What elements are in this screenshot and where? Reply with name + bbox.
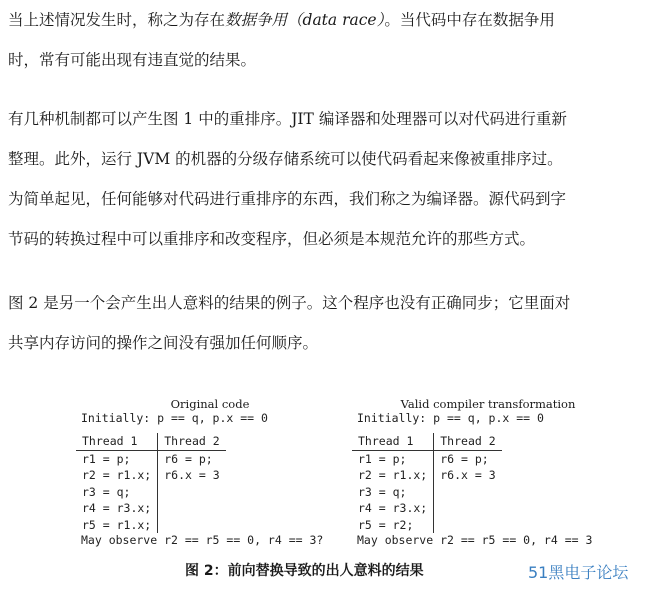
table-header: Thread 2 bbox=[158, 433, 226, 450]
table-header: Thread 1 bbox=[76, 433, 158, 450]
text-line: 共享内存访问的操作之间没有强加任何顺序。 bbox=[8, 334, 319, 352]
table-row: r1 = p; r6 = p; bbox=[352, 450, 502, 467]
table-row: r1 = p; r6 = p; bbox=[76, 450, 226, 467]
italic-term: 数据争用（data race） bbox=[225, 11, 385, 29]
table-row: r5 = r1.x; bbox=[76, 517, 226, 534]
figure-left-observe: May observe r2 == r5 == 0, r4 == 3? bbox=[81, 533, 324, 547]
figure-right-title: Valid compiler transformation bbox=[400, 397, 576, 411]
table-row: r3 = q; bbox=[352, 484, 502, 501]
text-line: 时，常有可能出现有违直觉的结果。 bbox=[8, 51, 257, 69]
text-line: 为简单起见，任何能够对代码进行重排序的东西，我们称之为编译器。源代码到字 bbox=[8, 190, 567, 208]
table-row: r4 = r3.x; bbox=[76, 500, 226, 517]
figure-caption: 图 2：前向替换导致的出人意料的结果 bbox=[185, 563, 424, 579]
figure-left-initially: Initially: p == q, p.x == 0 bbox=[81, 411, 268, 425]
paragraph-1 bbox=[8, 0, 660, 80]
figure-right-observe: May observe r2 == r5 == 0, r4 == 3 bbox=[357, 533, 593, 547]
table-row: r5 = r2; bbox=[352, 517, 502, 534]
figure-right-initially: Initially: p == q, p.x == 0 bbox=[357, 411, 544, 425]
text-line: 图 2 是另一个会产生出人意料的结果的例子。这个程序也没有正确同步；它里面对 bbox=[8, 294, 571, 312]
watermark: 51黑电子论坛 bbox=[528, 563, 629, 582]
table-row: r4 = r3.x; bbox=[352, 500, 502, 517]
table-row: r2 = r1.x; r6.x = 3 bbox=[76, 467, 226, 484]
figure-right-table bbox=[352, 433, 502, 533]
table-header: Thread 1 bbox=[352, 433, 434, 450]
table-row: r2 = r1.x; r6.x = 3 bbox=[352, 467, 502, 484]
text-line: 有几种机制都可以产生图 1 中的重排序。JIT 编译器和处理器可以对代码进行重新 bbox=[8, 110, 567, 128]
table-row: r3 = q; bbox=[76, 484, 226, 501]
text-line: 当上述情况发生时，称之为存在数据争用（data race）。当代码中存在数据争用 bbox=[8, 11, 555, 29]
paragraph-2 bbox=[8, 99, 660, 259]
text-line: 节码的转换过程中可以重排序和改变程序，但必须是本规范允许的那些方式。 bbox=[8, 230, 536, 248]
text-line: 整理。此外，运行 JVM 的机器的分级存储系统可以使代码看起来像被重排序过。 bbox=[8, 150, 563, 168]
paragraph-3 bbox=[8, 283, 660, 363]
figure-left-table bbox=[76, 433, 226, 533]
table-header: Thread 2 bbox=[434, 433, 502, 450]
figure-left-title: Original code bbox=[170, 397, 250, 411]
